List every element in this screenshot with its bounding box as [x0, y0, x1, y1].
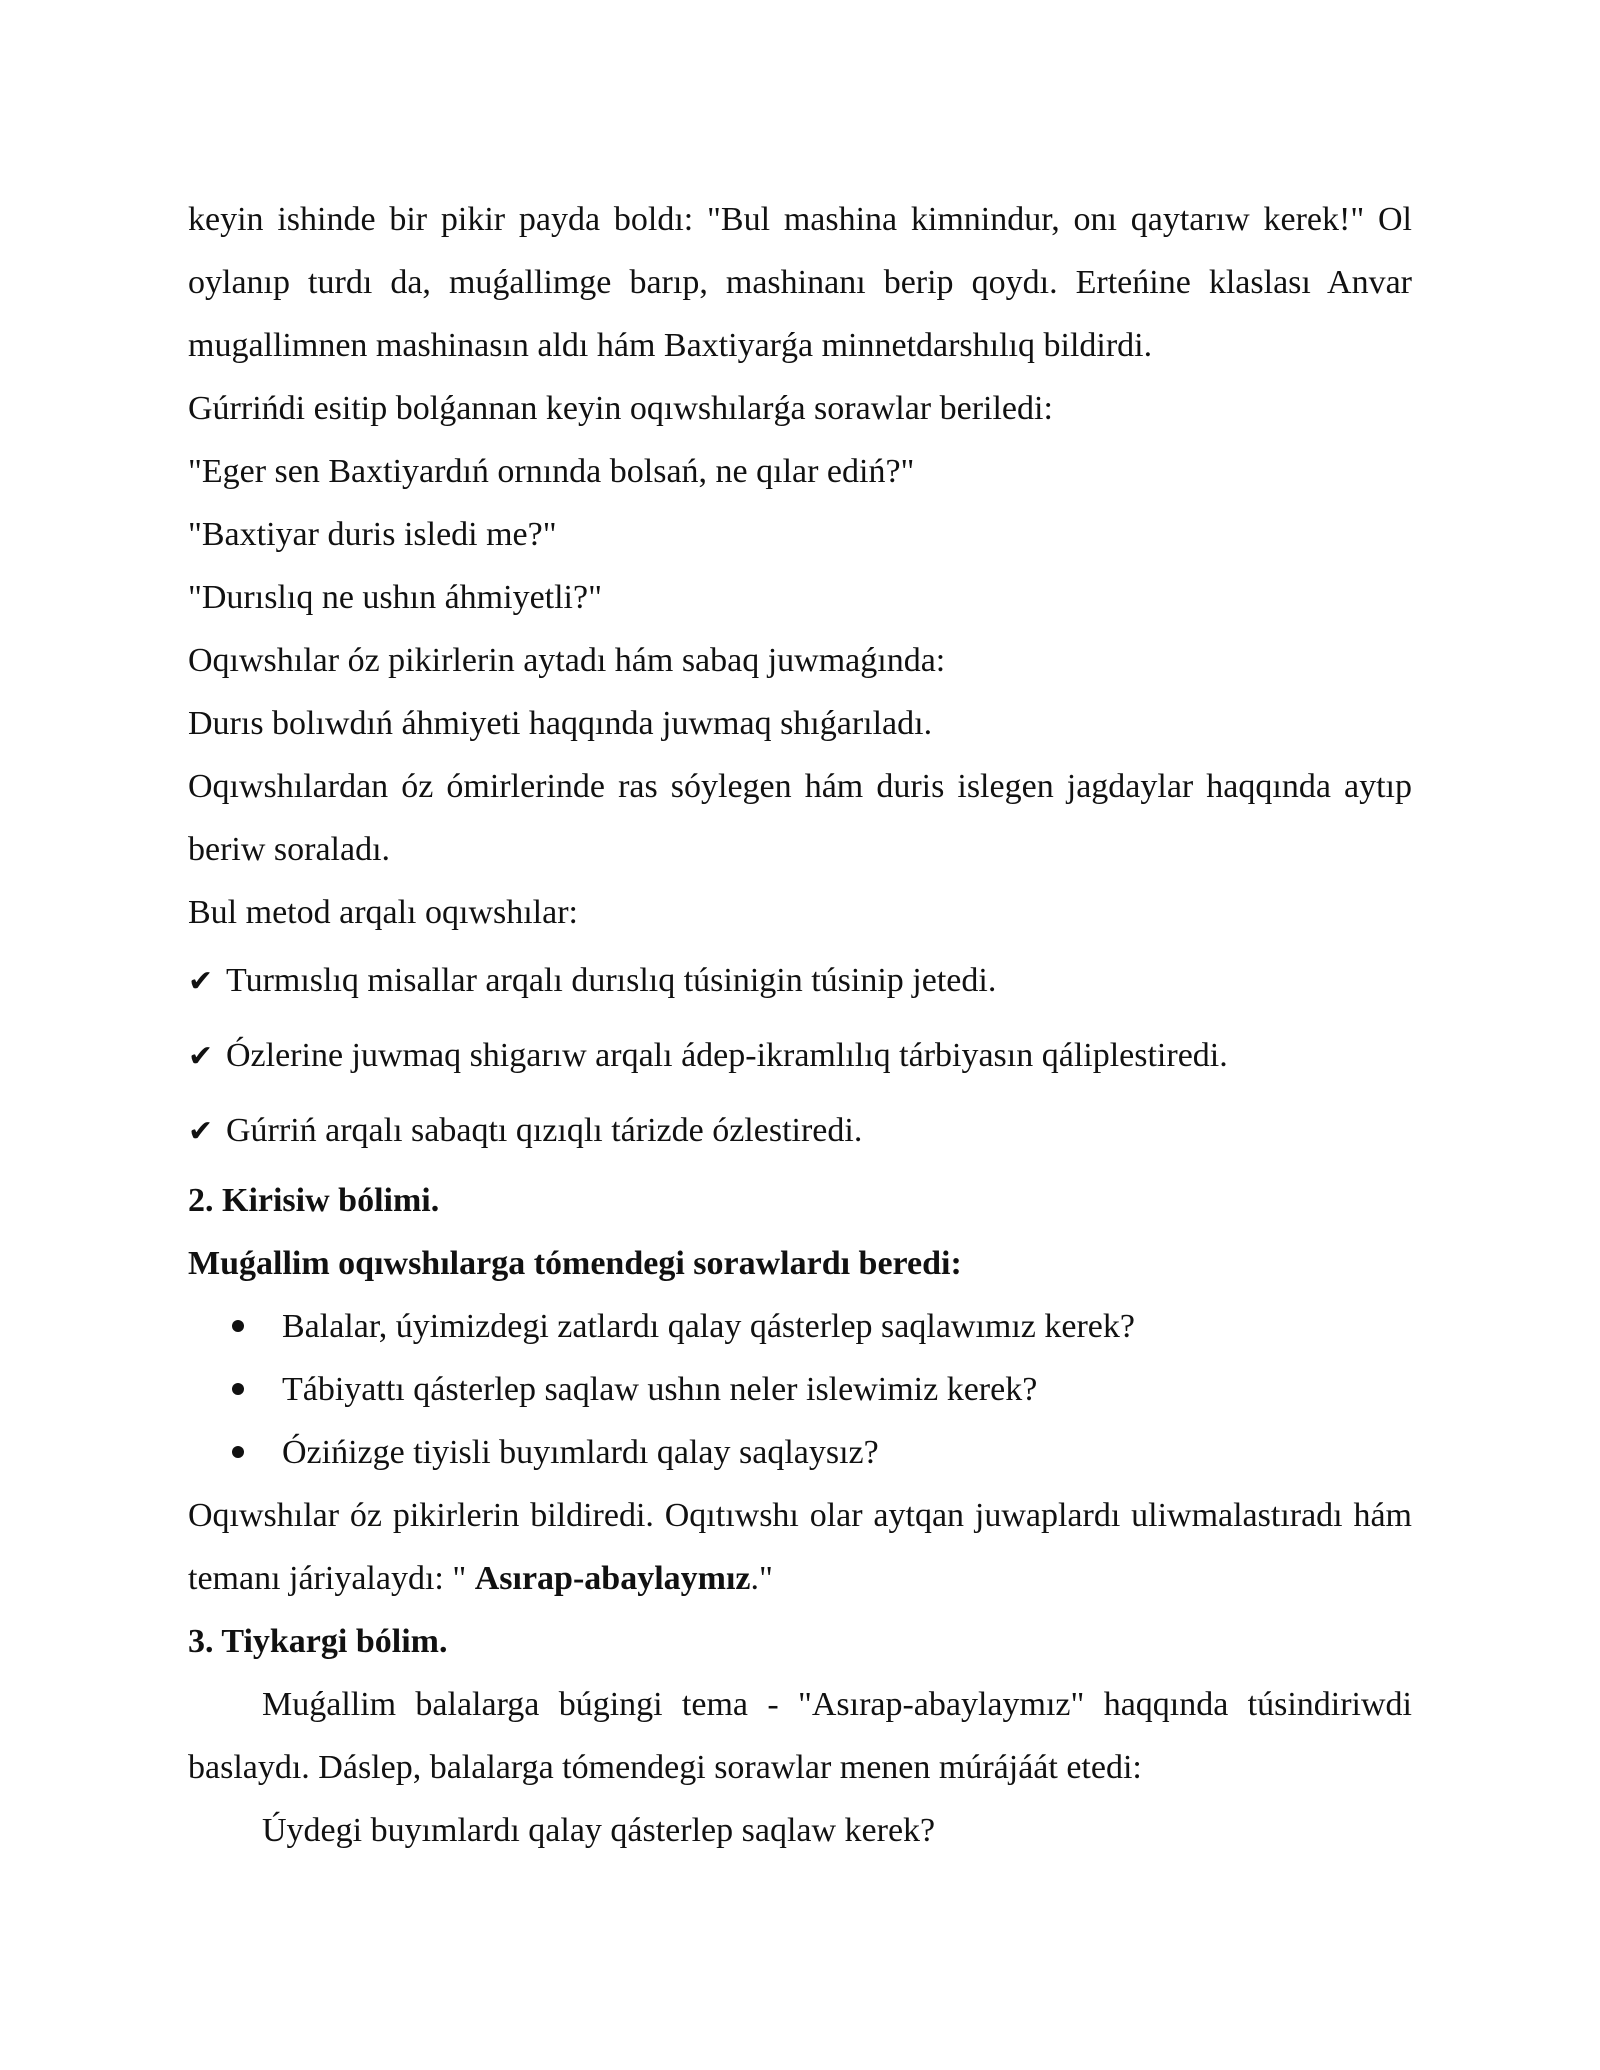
section-3-paragraph: Muǵallim balalarga búgingi tema - "Asırap-abaylaymız" haqqında túsindiriwdi baslaydı. Dáslep, balalarga tómendegi sorawlar menen múrájáát etedi: — [188, 1686, 1412, 1786]
section-3-question: Úydegi buyımlardı qalay qásterlep saqlaw kerek? — [262, 1812, 936, 1849]
section-3-heading: 3. Tiykargi bólim. — [188, 1623, 448, 1660]
method-intro: Bul metod arqalı oqıwshılar: — [188, 894, 578, 931]
topic-title: Asırap-abaylaymız — [474, 1560, 751, 1597]
list-item: Tábiyattı qásterlep saqlaw ushın neler islewimiz kerek? — [232, 1358, 1412, 1421]
check-icon: ✔ — [188, 1039, 214, 1074]
bullet-list — [188, 1295, 1412, 1484]
checklist — [188, 944, 1412, 1169]
section-2-heading: 2. Kirisiw bólimi. — [188, 1182, 440, 1219]
question-1: "Eger sen Baxtiyardıń ornında bolsań, ne qılar ediń?" — [188, 453, 915, 490]
check-icon: ✔ — [188, 1114, 214, 1149]
list-item: Balalar, úyimizdegi zatlardı qalay qásterlep saqlawımız kerek? — [232, 1295, 1412, 1358]
list-item: Ózińizge tiyisli buyımlardı qalay saqlaysız? — [232, 1421, 1412, 1484]
questions-intro: Gúrrińdi esitip bolǵannan keyin oqıwshılarǵa sorawlar beriledi: — [188, 390, 1053, 427]
task-paragraph: Oqıwshılardan óz ómirlerinde ras sóylegen hám duris islegen jagdaylar haqqında aytıp beriw soraladı. — [188, 768, 1412, 868]
check-icon: ✔ — [188, 964, 214, 999]
story-ending-paragraph: keyin ishinde bir pikir payda boldı: "Bul mashina kimnindur, onı qaytarıw kerek!" Ol oylanıp turdı da, muǵallimge barıp, mashinanı berip qoydı. Erteńine klaslası Anvar mugallimnen mashinasın aldı hám Baxtiyarǵa minnetdarshılıq bildirdi. — [188, 201, 1412, 364]
bullet-icon — [232, 1446, 244, 1458]
question-3: "Durıslıq ne ushın áhmiyetli?" — [188, 579, 602, 616]
bullet-icon — [232, 1320, 244, 1332]
check-item: ✔ Turmıslıq misallar arqalı durıslıq túsinigin túsinip jetedi. — [188, 944, 1412, 1019]
section-2-summary: Oqıwshılar óz pikirlerin bildiredi. Oqıtıwshı olar aytqan juwaplardı uliwmalastıradı hám temanı járiyalaydı: " Asırap-abaylaymız." — [188, 1497, 1412, 1597]
check-item: ✔ Ózlerine juwmaq shigarıw arqalı ádep-ikramlılıq tárbiyasın qáliplestiredi. — [188, 1019, 1412, 1094]
answers-paragraph: Oqıwshılar óz pikirlerin aytadı hám sabaq juwmaǵında: — [188, 642, 946, 679]
conclusion-paragraph: Durıs bolıwdıń áhmiyeti haqqında juwmaq shıǵarıladı. — [188, 705, 933, 742]
check-item: ✔ Gúrriń arqalı sabaqtı qızıqlı tárizde ózlestiredi. — [188, 1094, 1412, 1169]
question-2: "Baxtiyar duris isledi me?" — [188, 516, 557, 553]
section-2-subheading: Muǵallim oqıwshılarga tómendegi sorawlardı beredi: — [188, 1245, 962, 1282]
bullet-icon — [232, 1383, 244, 1395]
